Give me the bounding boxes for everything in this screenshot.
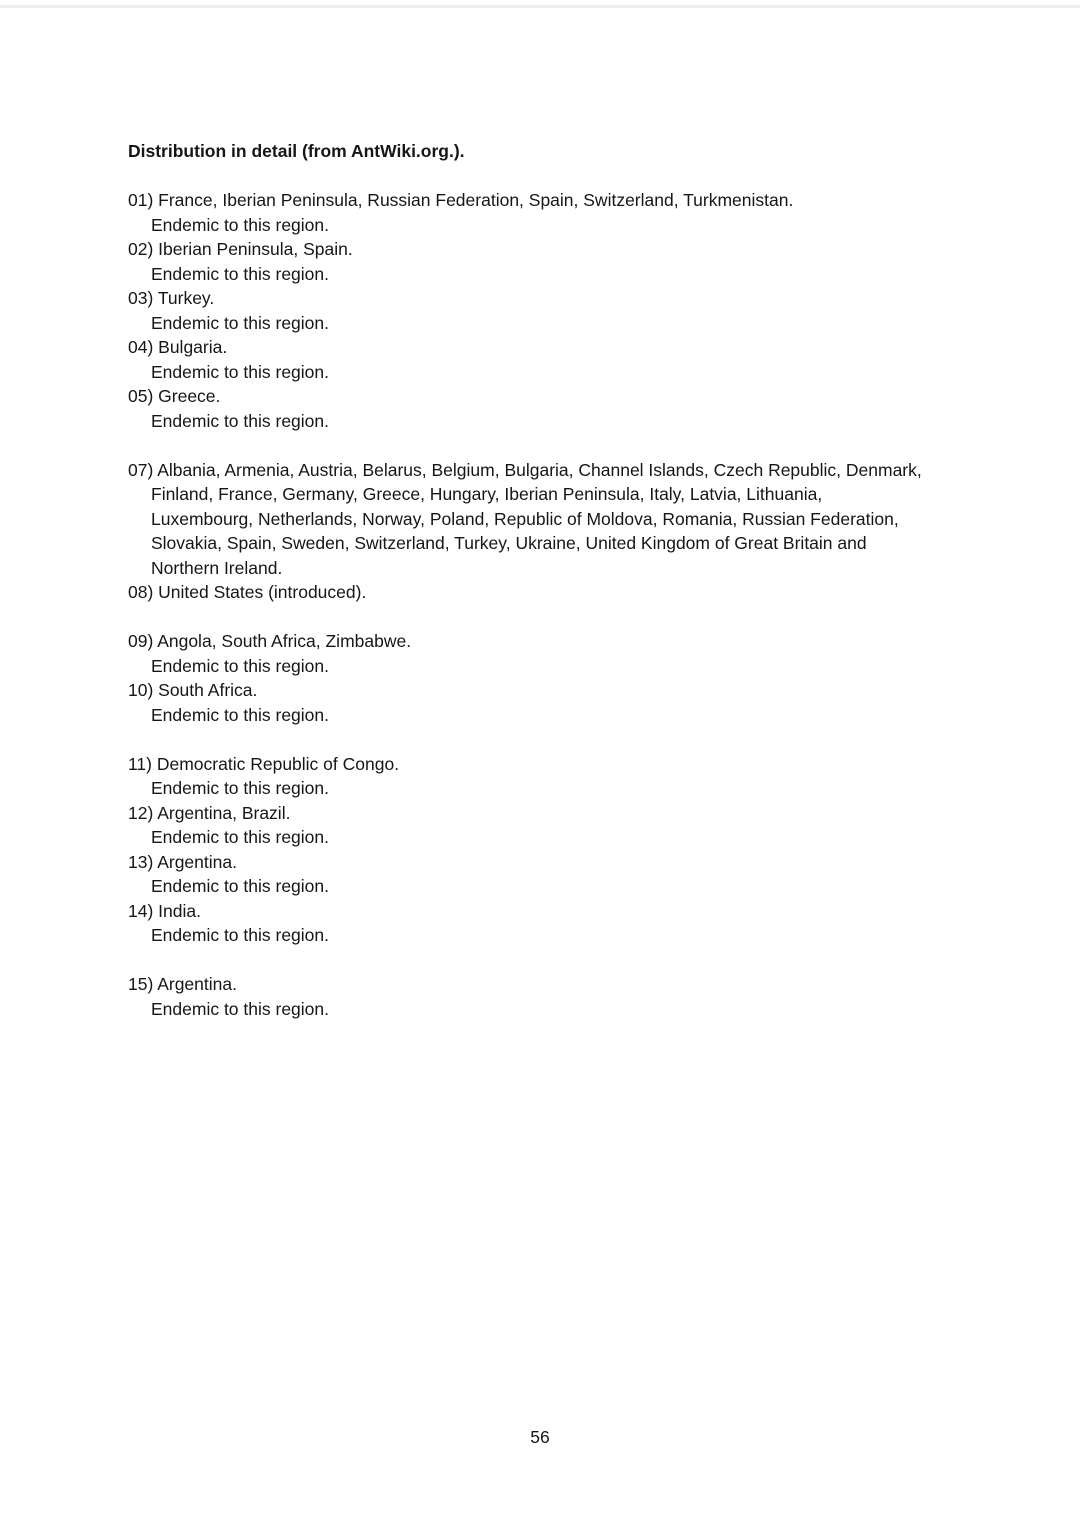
item-endemic-note: Endemic to this region. [151, 876, 330, 896]
item-continuation-line: Northern Ireland. [151, 557, 283, 578]
item-first-line: 02) Iberian Peninsula, Spain. [128, 239, 353, 259]
page-title: Distribution in detail (from AntWiki.org.). [128, 141, 465, 161]
item-first-line: 14) India. [128, 900, 201, 921]
list-item [128, 188, 1058, 237]
item-endemic-note: Endemic to this region. [151, 998, 330, 1019]
list-item [128, 629, 1058, 678]
item-endemic-note: Endemic to this region. [151, 361, 330, 382]
distribution-group [128, 629, 1058, 727]
item-endemic-note: Endemic to this region. [151, 312, 330, 333]
list-item [128, 286, 1058, 335]
item-first-line: 07) Albania, Armenia, Austria, Belarus, Belgium, Bulgaria, Channel Islands, Czech Republic, Denmark, [128, 459, 922, 480]
distribution-group [128, 458, 1058, 605]
item-endemic-note: Endemic to this region. [151, 655, 330, 676]
distribution-list [128, 188, 1058, 1021]
item-endemic-note: Endemic to this region. [151, 778, 330, 798]
page-top-edge-rule [0, 5, 1080, 8]
item-endemic-note: Endemic to this region. [151, 263, 330, 284]
list-item [128, 972, 1058, 1021]
distribution-group [128, 972, 1058, 1021]
item-endemic-note: Endemic to this region. [151, 827, 330, 847]
item-first-line: 03) Turkey. [128, 288, 215, 308]
page-content [128, 139, 1058, 1046]
distribution-group [128, 752, 1058, 948]
item-endemic-note: Endemic to this region. [151, 214, 330, 235]
item-endemic-note: Endemic to this region. [151, 704, 330, 725]
item-continuation-line: Slovakia, Spain, Sweden, Switzerland, Turkey, Ukraine, United Kingdom of Great Britain and [151, 533, 867, 553]
item-first-line: 05) Greece. [128, 386, 221, 406]
item-first-line: 04) Bulgaria. [128, 337, 228, 357]
list-item [128, 458, 1058, 581]
item-first-line: 13) Argentina. [128, 851, 237, 872]
item-continuation-line: Luxembourg, Netherlands, Norway, Poland, Republic of Moldova, Romania, Russian Federation, [151, 508, 899, 529]
item-first-line: 01) France, Iberian Peninsula, Russian Federation, Spain, Switzerland, Turkmenistan. [128, 190, 794, 210]
item-continuation-line: Finland, France, Germany, Greece, Hungary, Iberian Peninsula, Italy, Latvia, Lithuania, [151, 484, 823, 504]
item-first-line: 10) South Africa. [128, 680, 258, 700]
list-item [128, 899, 1058, 948]
item-first-line: 12) Argentina, Brazil. [128, 802, 291, 823]
item-first-line: 11) Democratic Republic of Congo. [128, 753, 400, 774]
item-endemic-note: Endemic to this region. [151, 925, 330, 945]
distribution-group [128, 188, 1058, 433]
list-item [128, 850, 1058, 899]
list-item [128, 678, 1058, 727]
list-item [128, 384, 1058, 433]
list-item [128, 752, 1058, 801]
item-first-line: 09) Angola, South Africa, Zimbabwe. [128, 631, 412, 651]
item-endemic-note: Endemic to this region. [151, 410, 330, 431]
list-item [128, 237, 1058, 286]
item-first-line: 08) United States (introduced). [128, 582, 367, 602]
list-item [128, 335, 1058, 384]
list-item [128, 580, 1058, 605]
list-item [128, 801, 1058, 850]
item-first-line: 15) Argentina. [128, 974, 237, 994]
page-number: 56 [530, 1427, 550, 1447]
